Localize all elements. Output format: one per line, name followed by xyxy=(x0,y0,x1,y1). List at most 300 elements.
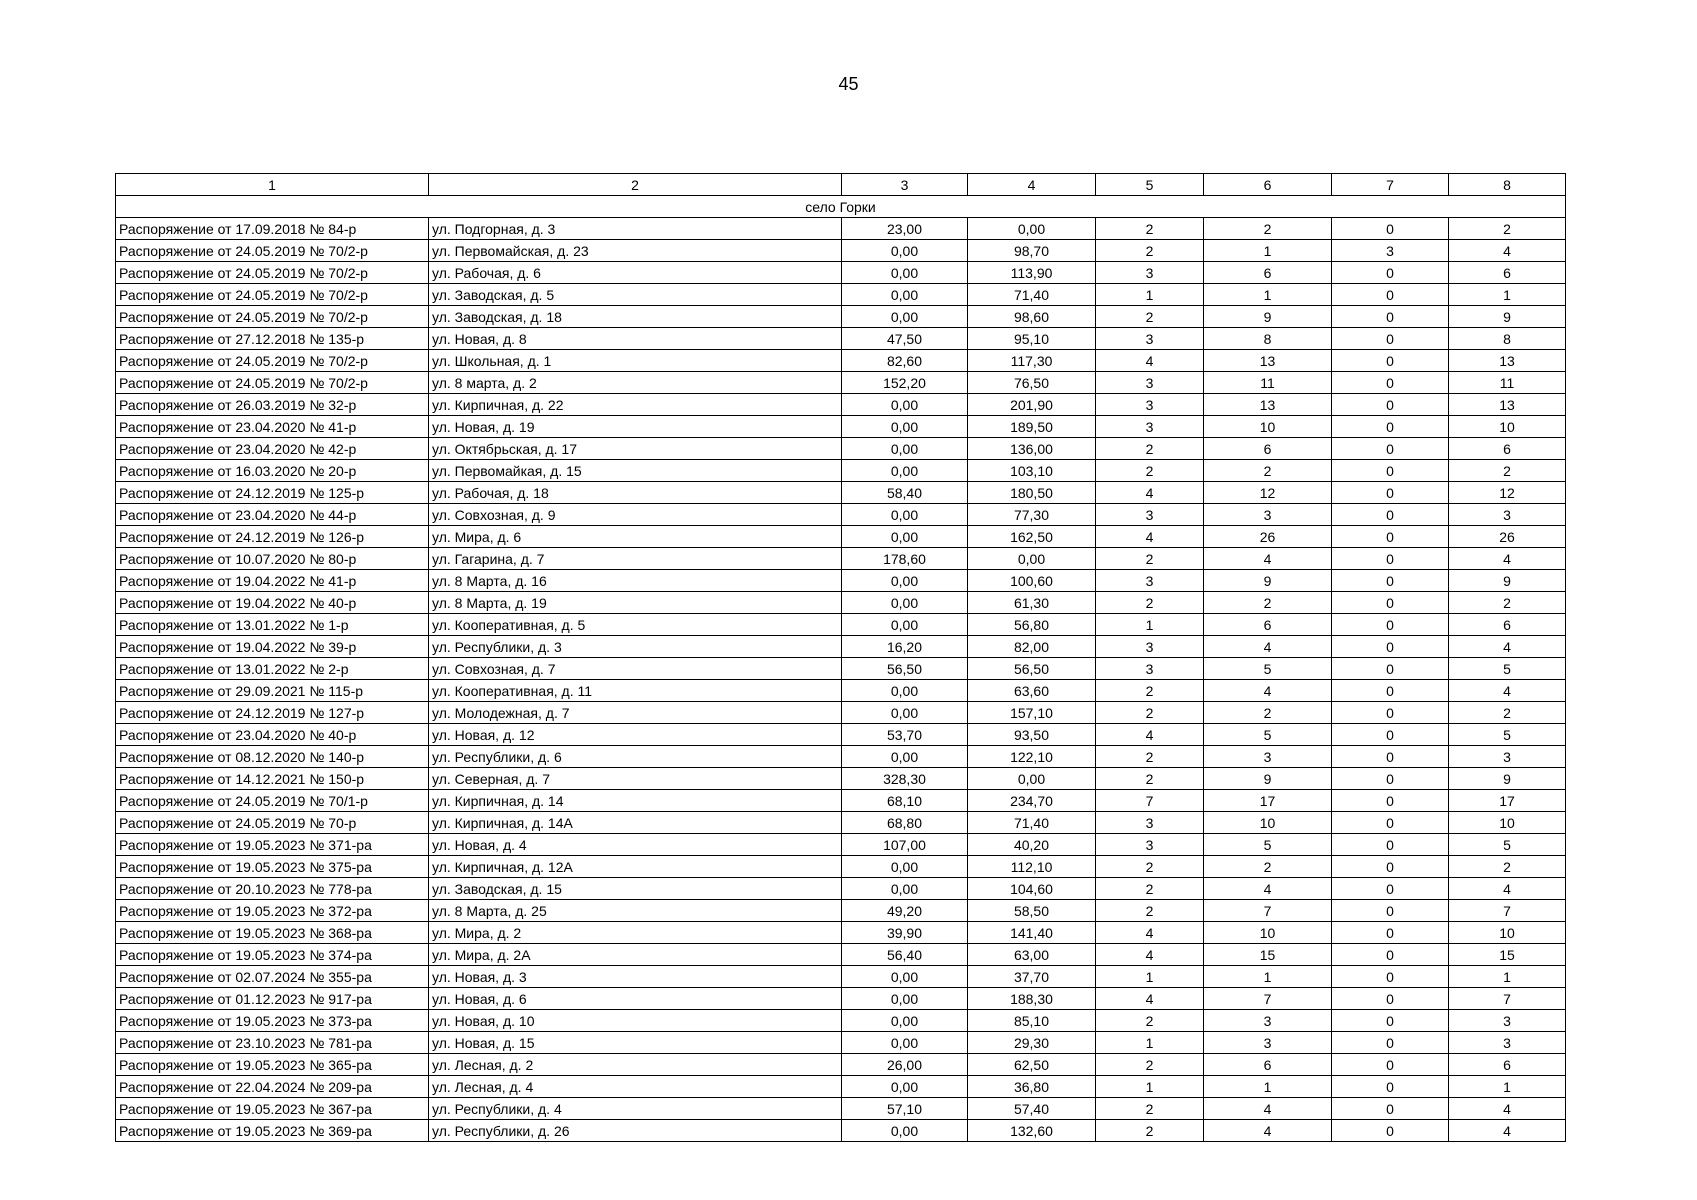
count-cell: 6 xyxy=(1204,262,1332,284)
count-cell: 3 xyxy=(1449,1032,1566,1054)
count-cell: 10 xyxy=(1449,416,1566,438)
page-number: 45 xyxy=(838,74,859,94)
table-row xyxy=(116,614,1566,636)
address-cell: ул. Республики, д. 3 xyxy=(429,636,842,658)
value-cell: 40,20 xyxy=(968,834,1096,856)
count-cell: 0 xyxy=(1332,570,1449,592)
order-cell: Распоряжение от 23.10.2023 № 781-ра xyxy=(116,1032,429,1054)
count-cell: 0 xyxy=(1332,372,1449,394)
address-cell: ул. Новая, д. 10 xyxy=(429,1010,842,1032)
count-cell: 9 xyxy=(1449,306,1566,328)
value-cell: 0,00 xyxy=(842,262,968,284)
count-cell: 7 xyxy=(1449,900,1566,922)
table-row xyxy=(116,878,1566,900)
value-cell: 0,00 xyxy=(842,306,968,328)
table-row xyxy=(116,944,1566,966)
table-row xyxy=(116,1054,1566,1076)
table-row xyxy=(116,504,1566,526)
column-header: 5 xyxy=(1096,174,1204,196)
value-cell: 76,50 xyxy=(968,372,1096,394)
count-cell: 0 xyxy=(1332,746,1449,768)
count-cell: 4 xyxy=(1449,240,1566,262)
address-cell: ул. Новая, д. 15 xyxy=(429,1032,842,1054)
address-cell: ул. Республики, д. 4 xyxy=(429,1098,842,1120)
value-cell: 0,00 xyxy=(842,614,968,636)
count-cell: 0 xyxy=(1332,790,1449,812)
value-cell: 29,30 xyxy=(968,1032,1096,1054)
address-cell: ул. Новая, д. 6 xyxy=(429,988,842,1010)
address-cell: ул. Заводская, д. 15 xyxy=(429,878,842,900)
count-cell: 10 xyxy=(1204,416,1332,438)
order-cell: Распоряжение от 13.01.2022 № 2-р xyxy=(116,658,429,680)
address-cell: ул. Новая, д. 3 xyxy=(429,966,842,988)
table-row xyxy=(116,658,1566,680)
registry-table xyxy=(115,173,1566,1142)
value-cell: 56,80 xyxy=(968,614,1096,636)
table-row xyxy=(116,240,1566,262)
table-row xyxy=(116,1032,1566,1054)
table-row xyxy=(116,702,1566,724)
value-cell: 0,00 xyxy=(842,592,968,614)
address-cell: ул. 8 Марта, д. 25 xyxy=(429,900,842,922)
order-cell: Распоряжение от 17.09.2018 № 84-р xyxy=(116,218,429,240)
count-cell: 2 xyxy=(1204,592,1332,614)
value-cell: 0,00 xyxy=(842,526,968,548)
table-row xyxy=(116,680,1566,702)
count-cell: 4 xyxy=(1096,922,1204,944)
value-cell: 0,00 xyxy=(842,284,968,306)
value-cell: 56,40 xyxy=(842,944,968,966)
address-cell: ул. Кооперативная, д. 11 xyxy=(429,680,842,702)
count-cell: 2 xyxy=(1449,460,1566,482)
value-cell: 56,50 xyxy=(968,658,1096,680)
order-cell: Распоряжение от 13.01.2022 № 1-р xyxy=(116,614,429,636)
value-cell: 37,70 xyxy=(968,966,1096,988)
table-row xyxy=(116,1120,1566,1142)
count-cell: 1 xyxy=(1449,966,1566,988)
order-cell: Распоряжение от 26.03.2019 № 32-р xyxy=(116,394,429,416)
count-cell: 2 xyxy=(1096,680,1204,702)
address-cell: ул. Новая, д. 4 xyxy=(429,834,842,856)
count-cell: 3 xyxy=(1449,1010,1566,1032)
order-cell: Распоряжение от 23.04.2020 № 44-р xyxy=(116,504,429,526)
value-cell: 0,00 xyxy=(842,240,968,262)
value-cell: 201,90 xyxy=(968,394,1096,416)
count-cell: 1 xyxy=(1449,284,1566,306)
address-cell: ул. Новая, д. 8 xyxy=(429,328,842,350)
count-cell: 4 xyxy=(1449,1120,1566,1142)
value-cell: 107,00 xyxy=(842,834,968,856)
column-header: 7 xyxy=(1332,174,1449,196)
count-cell: 15 xyxy=(1449,944,1566,966)
order-cell: Распоряжение от 08.12.2020 № 140-р xyxy=(116,746,429,768)
address-cell: ул. 8 Марта, д. 19 xyxy=(429,592,842,614)
table-row xyxy=(116,438,1566,460)
count-cell: 6 xyxy=(1204,438,1332,460)
table-row xyxy=(116,592,1566,614)
address-cell: ул. Заводская, д. 5 xyxy=(429,284,842,306)
count-cell: 1 xyxy=(1096,614,1204,636)
count-cell: 2 xyxy=(1204,856,1332,878)
value-cell: 0,00 xyxy=(842,1076,968,1098)
count-cell: 3 xyxy=(1449,746,1566,768)
count-cell: 0 xyxy=(1332,460,1449,482)
address-cell: ул. Новая, д. 12 xyxy=(429,724,842,746)
count-cell: 4 xyxy=(1204,680,1332,702)
count-cell: 2 xyxy=(1096,240,1204,262)
order-cell: Распоряжение от 27.12.2018 № 135-р xyxy=(116,328,429,350)
table-row xyxy=(116,350,1566,372)
order-cell: Распоряжение от 19.05.2023 № 372-ра xyxy=(116,900,429,922)
order-cell: Распоряжение от 16.03.2020 № 20-р xyxy=(116,460,429,482)
count-cell: 4 xyxy=(1096,988,1204,1010)
count-cell: 2 xyxy=(1204,218,1332,240)
count-cell: 4 xyxy=(1204,1098,1332,1120)
table-body xyxy=(116,196,1566,1142)
value-cell: 58,40 xyxy=(842,482,968,504)
count-cell: 11 xyxy=(1449,372,1566,394)
count-cell: 4 xyxy=(1096,724,1204,746)
table-row xyxy=(116,328,1566,350)
value-cell: 77,30 xyxy=(968,504,1096,526)
count-cell: 0 xyxy=(1332,1010,1449,1032)
count-cell: 3 xyxy=(1204,1010,1332,1032)
count-cell: 4 xyxy=(1096,482,1204,504)
count-cell: 0 xyxy=(1332,592,1449,614)
count-cell: 0 xyxy=(1332,438,1449,460)
count-cell: 2 xyxy=(1096,592,1204,614)
count-cell: 3 xyxy=(1096,812,1204,834)
order-cell: Распоряжение от 19.05.2023 № 365-ра xyxy=(116,1054,429,1076)
table-row xyxy=(116,372,1566,394)
count-cell: 2 xyxy=(1096,746,1204,768)
order-cell: Распоряжение от 24.05.2019 № 70/1-р xyxy=(116,790,429,812)
count-cell: 4 xyxy=(1449,548,1566,570)
count-cell: 17 xyxy=(1449,790,1566,812)
order-cell: Распоряжение от 24.05.2019 № 70-р xyxy=(116,812,429,834)
count-cell: 1 xyxy=(1204,1076,1332,1098)
order-cell: Распоряжение от 02.07.2024 № 355-ра xyxy=(116,966,429,988)
count-cell: 2 xyxy=(1096,1010,1204,1032)
value-cell: 71,40 xyxy=(968,284,1096,306)
value-cell: 16,20 xyxy=(842,636,968,658)
count-cell: 0 xyxy=(1332,482,1449,504)
table-row xyxy=(116,768,1566,790)
count-cell: 1 xyxy=(1204,240,1332,262)
order-cell: Распоряжение от 24.05.2019 № 70/2-р xyxy=(116,372,429,394)
count-cell: 0 xyxy=(1332,350,1449,372)
count-cell: 9 xyxy=(1204,768,1332,790)
value-cell: 132,60 xyxy=(968,1120,1096,1142)
count-cell: 7 xyxy=(1449,988,1566,1010)
count-cell: 17 xyxy=(1204,790,1332,812)
count-cell: 26 xyxy=(1449,526,1566,548)
count-cell: 3 xyxy=(1096,834,1204,856)
value-cell: 98,70 xyxy=(968,240,1096,262)
count-cell: 0 xyxy=(1332,1032,1449,1054)
count-cell: 2 xyxy=(1096,878,1204,900)
order-cell: Распоряжение от 10.07.2020 № 80-р xyxy=(116,548,429,570)
order-cell: Распоряжение от 19.04.2022 № 39-р xyxy=(116,636,429,658)
value-cell: 53,70 xyxy=(842,724,968,746)
column-header: 4 xyxy=(968,174,1096,196)
order-cell: Распоряжение от 19.05.2023 № 373-ра xyxy=(116,1010,429,1032)
count-cell: 5 xyxy=(1204,834,1332,856)
count-cell: 1 xyxy=(1096,284,1204,306)
value-cell: 39,90 xyxy=(842,922,968,944)
count-cell: 2 xyxy=(1096,1120,1204,1142)
count-cell: 0 xyxy=(1332,526,1449,548)
count-cell: 0 xyxy=(1332,878,1449,900)
value-cell: 61,30 xyxy=(968,592,1096,614)
address-cell: ул. Гагарина, д. 7 xyxy=(429,548,842,570)
column-header: 6 xyxy=(1204,174,1332,196)
count-cell: 4 xyxy=(1449,680,1566,702)
count-cell: 3 xyxy=(1204,504,1332,526)
count-cell: 7 xyxy=(1204,900,1332,922)
value-cell: 141,40 xyxy=(968,922,1096,944)
value-cell: 162,50 xyxy=(968,526,1096,548)
table-row xyxy=(116,526,1566,548)
count-cell: 1 xyxy=(1096,1032,1204,1054)
count-cell: 2 xyxy=(1096,438,1204,460)
count-cell: 3 xyxy=(1096,372,1204,394)
count-cell: 4 xyxy=(1204,878,1332,900)
table-row xyxy=(116,1098,1566,1120)
count-cell: 2 xyxy=(1096,856,1204,878)
value-cell: 0,00 xyxy=(842,504,968,526)
count-cell: 3 xyxy=(1332,240,1449,262)
count-cell: 0 xyxy=(1332,416,1449,438)
count-cell: 2 xyxy=(1096,1098,1204,1120)
count-cell: 1 xyxy=(1449,1076,1566,1098)
value-cell: 157,10 xyxy=(968,702,1096,724)
header-row xyxy=(116,174,1566,196)
table-row xyxy=(116,416,1566,438)
count-cell: 4 xyxy=(1096,944,1204,966)
value-cell: 0,00 xyxy=(842,856,968,878)
value-cell: 180,50 xyxy=(968,482,1096,504)
table-row xyxy=(116,548,1566,570)
order-cell: Распоряжение от 23.04.2020 № 42-р xyxy=(116,438,429,460)
count-cell: 5 xyxy=(1204,724,1332,746)
column-header: 2 xyxy=(429,174,842,196)
address-cell: ул. Совхозная, д. 9 xyxy=(429,504,842,526)
order-cell: Распоряжение от 19.05.2023 № 367-ра xyxy=(116,1098,429,1120)
count-cell: 2 xyxy=(1096,768,1204,790)
value-cell: 98,60 xyxy=(968,306,1096,328)
count-cell: 26 xyxy=(1204,526,1332,548)
count-cell: 1 xyxy=(1096,966,1204,988)
address-cell: ул. Лесная, д. 2 xyxy=(429,1054,842,1076)
order-cell: Распоряжение от 19.04.2022 № 41-р xyxy=(116,570,429,592)
value-cell: 63,60 xyxy=(968,680,1096,702)
value-cell: 26,00 xyxy=(842,1054,968,1076)
order-cell: Распоряжение от 19.05.2023 № 375-ра xyxy=(116,856,429,878)
count-cell: 0 xyxy=(1332,636,1449,658)
table-row xyxy=(116,394,1566,416)
value-cell: 0,00 xyxy=(842,416,968,438)
count-cell: 1 xyxy=(1096,1076,1204,1098)
table-row xyxy=(116,746,1566,768)
value-cell: 122,10 xyxy=(968,746,1096,768)
count-cell: 0 xyxy=(1332,658,1449,680)
value-cell: 0,00 xyxy=(968,218,1096,240)
count-cell: 4 xyxy=(1096,350,1204,372)
count-cell: 0 xyxy=(1332,1076,1449,1098)
value-cell: 0,00 xyxy=(842,702,968,724)
value-cell: 0,00 xyxy=(842,966,968,988)
value-cell: 82,60 xyxy=(842,350,968,372)
address-cell: ул. Новая, д. 19 xyxy=(429,416,842,438)
count-cell: 0 xyxy=(1332,922,1449,944)
count-cell: 6 xyxy=(1449,438,1566,460)
value-cell: 47,50 xyxy=(842,328,968,350)
address-cell: ул. Молодежная, д. 7 xyxy=(429,702,842,724)
count-cell: 0 xyxy=(1332,218,1449,240)
count-cell: 2 xyxy=(1449,702,1566,724)
table-row xyxy=(116,482,1566,504)
count-cell: 13 xyxy=(1449,394,1566,416)
order-cell: Распоряжение от 23.04.2020 № 40-р xyxy=(116,724,429,746)
address-cell: ул. Подгорная, д. 3 xyxy=(429,218,842,240)
value-cell: 0,00 xyxy=(842,1010,968,1032)
count-cell: 3 xyxy=(1096,394,1204,416)
address-cell: ул. Кирпичная, д. 22 xyxy=(429,394,842,416)
count-cell: 2 xyxy=(1096,900,1204,922)
count-cell: 13 xyxy=(1204,350,1332,372)
address-cell: ул. Мира, д. 2А xyxy=(429,944,842,966)
order-cell: Распоряжение от 23.04.2020 № 41-р xyxy=(116,416,429,438)
table-row xyxy=(116,966,1566,988)
address-cell: ул. 8 марта, д. 2 xyxy=(429,372,842,394)
count-cell: 2 xyxy=(1096,306,1204,328)
count-cell: 0 xyxy=(1332,394,1449,416)
table-row xyxy=(116,460,1566,482)
count-cell: 6 xyxy=(1204,1054,1332,1076)
count-cell: 9 xyxy=(1449,570,1566,592)
count-cell: 13 xyxy=(1204,394,1332,416)
count-cell: 10 xyxy=(1449,812,1566,834)
count-cell: 9 xyxy=(1449,768,1566,790)
table-row xyxy=(116,790,1566,812)
count-cell: 1 xyxy=(1204,284,1332,306)
address-cell: ул. Кирпичная, д. 14А xyxy=(429,812,842,834)
count-cell: 1 xyxy=(1204,966,1332,988)
order-cell: Распоряжение от 24.05.2019 № 70/2-р xyxy=(116,262,429,284)
value-cell: 71,40 xyxy=(968,812,1096,834)
address-cell: ул. Первомайкая, д. 15 xyxy=(429,460,842,482)
value-cell: 103,10 xyxy=(968,460,1096,482)
count-cell: 12 xyxy=(1204,482,1332,504)
count-cell: 5 xyxy=(1449,724,1566,746)
value-cell: 85,10 xyxy=(968,1010,1096,1032)
count-cell: 4 xyxy=(1204,636,1332,658)
table-row xyxy=(116,570,1566,592)
table-row xyxy=(116,262,1566,284)
address-cell: ул. Лесная, д. 4 xyxy=(429,1076,842,1098)
count-cell: 3 xyxy=(1204,1032,1332,1054)
value-cell: 0,00 xyxy=(842,680,968,702)
value-cell: 136,00 xyxy=(968,438,1096,460)
value-cell: 152,20 xyxy=(842,372,968,394)
value-cell: 234,70 xyxy=(968,790,1096,812)
count-cell: 6 xyxy=(1204,614,1332,636)
count-cell: 4 xyxy=(1204,1120,1332,1142)
count-cell: 0 xyxy=(1332,504,1449,526)
value-cell: 82,00 xyxy=(968,636,1096,658)
address-cell: ул. Заводская, д. 18 xyxy=(429,306,842,328)
value-cell: 68,10 xyxy=(842,790,968,812)
count-cell: 3 xyxy=(1096,658,1204,680)
count-cell: 6 xyxy=(1449,614,1566,636)
count-cell: 11 xyxy=(1204,372,1332,394)
count-cell: 0 xyxy=(1332,944,1449,966)
address-cell: ул. Кирпичная, д. 12А xyxy=(429,856,842,878)
value-cell: 56,50 xyxy=(842,658,968,680)
count-cell: 6 xyxy=(1449,262,1566,284)
count-cell: 2 xyxy=(1096,548,1204,570)
address-cell: ул. Кооперативная, д. 5 xyxy=(429,614,842,636)
value-cell: 68,80 xyxy=(842,812,968,834)
count-cell: 2 xyxy=(1204,702,1332,724)
value-cell: 328,30 xyxy=(842,768,968,790)
count-cell: 0 xyxy=(1332,768,1449,790)
order-cell: Распоряжение от 19.05.2023 № 368-ра xyxy=(116,922,429,944)
address-cell: ул. Республики, д. 6 xyxy=(429,746,842,768)
order-cell: Распоряжение от 19.05.2023 № 371-ра xyxy=(116,834,429,856)
table-row xyxy=(116,922,1566,944)
table-row xyxy=(116,284,1566,306)
value-cell: 178,60 xyxy=(842,548,968,570)
address-cell: ул. 8 Марта, д. 16 xyxy=(429,570,842,592)
value-cell: 58,50 xyxy=(968,900,1096,922)
address-cell: ул. Первомайская, д. 23 xyxy=(429,240,842,262)
count-cell: 2 xyxy=(1449,856,1566,878)
address-cell: ул. Мира, д. 6 xyxy=(429,526,842,548)
address-cell: ул. Мира, д. 2 xyxy=(429,922,842,944)
address-cell: ул. Рабочая, д. 18 xyxy=(429,482,842,504)
value-cell: 49,20 xyxy=(842,900,968,922)
count-cell: 3 xyxy=(1096,262,1204,284)
address-cell: ул. Совхозная, д. 7 xyxy=(429,658,842,680)
count-cell: 0 xyxy=(1332,614,1449,636)
count-cell: 0 xyxy=(1332,900,1449,922)
value-cell: 95,10 xyxy=(968,328,1096,350)
count-cell: 5 xyxy=(1449,834,1566,856)
table-row xyxy=(116,724,1566,746)
count-cell: 4 xyxy=(1449,636,1566,658)
value-cell: 0,00 xyxy=(842,570,968,592)
count-cell: 9 xyxy=(1204,570,1332,592)
order-cell: Распоряжение от 19.04.2022 № 40-р xyxy=(116,592,429,614)
value-cell: 189,50 xyxy=(968,416,1096,438)
value-cell: 0,00 xyxy=(842,988,968,1010)
count-cell: 0 xyxy=(1332,284,1449,306)
table-row xyxy=(116,856,1566,878)
count-cell: 0 xyxy=(1332,306,1449,328)
count-cell: 0 xyxy=(1332,1120,1449,1142)
count-cell: 10 xyxy=(1204,812,1332,834)
count-cell: 3 xyxy=(1204,746,1332,768)
value-cell: 23,00 xyxy=(842,218,968,240)
count-cell: 2 xyxy=(1096,1054,1204,1076)
table-row xyxy=(116,812,1566,834)
value-cell: 0,00 xyxy=(842,1120,968,1142)
address-cell: ул. Республики, д. 26 xyxy=(429,1120,842,1142)
count-cell: 8 xyxy=(1449,328,1566,350)
order-cell: Распоряжение от 24.12.2019 № 126-р xyxy=(116,526,429,548)
